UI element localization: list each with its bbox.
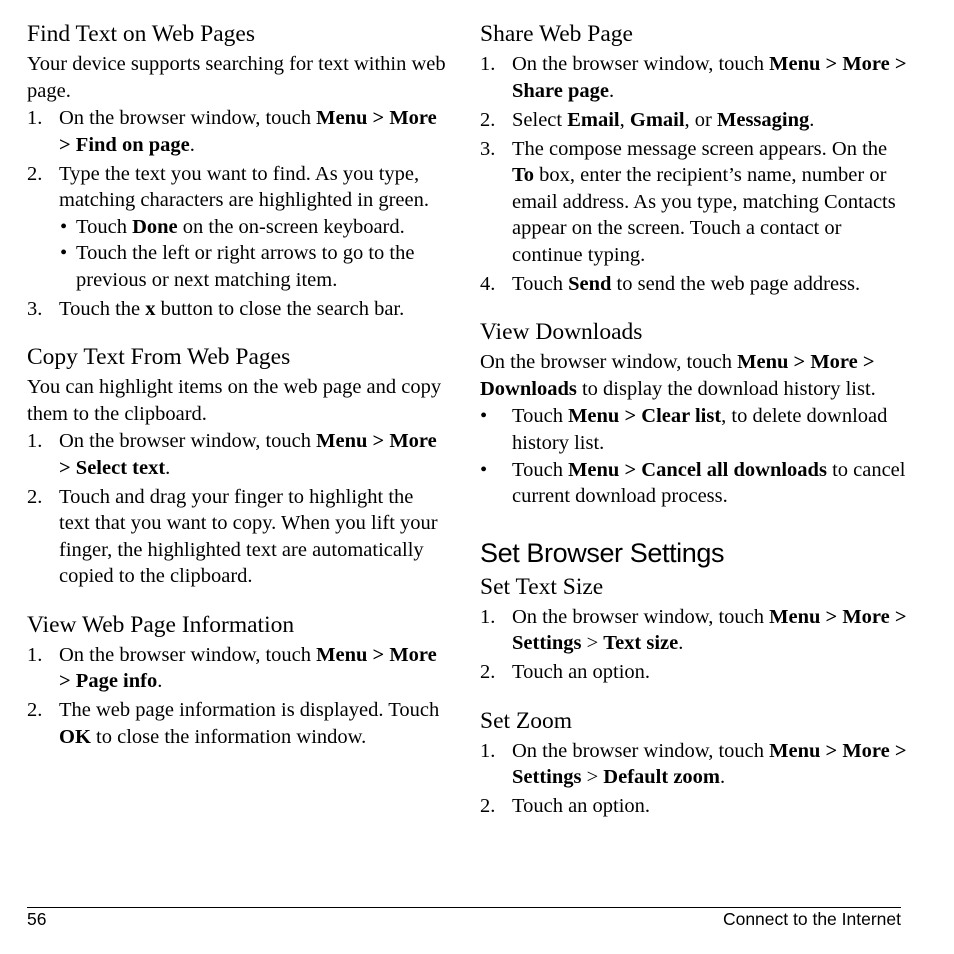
step-item bbox=[480, 136, 910, 269]
bullet-text: Touch Menu > Clear list, to delete download history list. bbox=[512, 405, 888, 454]
step-text: Select Email, Gmail, or Messaging. bbox=[512, 108, 815, 131]
step-text: On the browser window, touch Menu > More > Settings > Default zoom. bbox=[512, 739, 907, 788]
step-text: Touch the x button to close the search bar. bbox=[59, 297, 405, 320]
sub-bullet-text: Touch the left or right arrows to go to the previous or next matching item. bbox=[76, 242, 415, 291]
step-item bbox=[27, 105, 449, 158]
step-text: On the browser window, touch Menu > More > Share page. bbox=[512, 53, 907, 102]
page-info-steps bbox=[27, 642, 449, 751]
step-item bbox=[480, 793, 910, 820]
page-info-heading: View Web Page Information bbox=[27, 611, 295, 638]
bullet-glyph: • bbox=[480, 458, 488, 481]
share-page-steps bbox=[480, 51, 910, 297]
bullet-text: Touch Menu > Cancel all downloads to cancel current download process. bbox=[512, 458, 906, 507]
step-number: 2. bbox=[27, 162, 43, 185]
bullet-item bbox=[480, 457, 910, 510]
page-info-section bbox=[27, 611, 449, 751]
downloads-intro: On the browser window, touch Menu > More > Downloads to display the download history list. bbox=[480, 351, 876, 400]
zoom-section bbox=[480, 707, 910, 820]
text-size-section bbox=[480, 573, 910, 686]
step-item bbox=[480, 738, 910, 791]
step-item bbox=[480, 271, 910, 298]
find-text-heading: Find Text on Web Pages bbox=[27, 21, 255, 47]
zoom-heading: Set Zoom bbox=[480, 707, 573, 734]
downloads-section bbox=[480, 318, 910, 510]
step-text: Touch an option. bbox=[512, 795, 651, 817]
sub-bullet-text: Touch Done on the on-screen keyboard. bbox=[76, 215, 405, 238]
step-number: 3. bbox=[480, 137, 496, 160]
bullet-glyph: • bbox=[480, 405, 488, 427]
step-text: On the browser window, touch Menu > More > Settings > Text size. bbox=[512, 605, 907, 654]
step-number: 1. bbox=[27, 430, 43, 452]
downloads-bullets bbox=[480, 403, 910, 510]
step-text: Touch and drag your finger to highlight the text that you want to copy. When you lift your finger, the highlighted text are automatically copied to the clipboard. bbox=[59, 485, 438, 587]
step-text: On the browser window, touch Menu > More > Page info. bbox=[59, 643, 437, 692]
share-page-section bbox=[480, 20, 910, 297]
left-column bbox=[27, 20, 449, 771]
bullet-item bbox=[480, 403, 910, 456]
step-text: The compose message screen appears. On the To box, enter the recipient’s name, number or email address. As you type, matching Contacts appear on the screen. Touch a contact or continue typing. bbox=[512, 137, 896, 266]
step-number: 4. bbox=[480, 272, 496, 295]
step-number: 2. bbox=[27, 699, 43, 721]
page-number: 56 bbox=[27, 909, 47, 929]
find-sub-bullets bbox=[59, 214, 449, 294]
step-number: 1. bbox=[480, 739, 496, 762]
find-text-intro: Your device supports searching for text within web page. bbox=[27, 53, 446, 102]
text-size-heading: Set Text Size bbox=[480, 573, 604, 600]
bullet-glyph: • bbox=[60, 242, 68, 264]
share-page-heading: Share Web Page bbox=[480, 21, 633, 47]
browser-settings-section bbox=[480, 537, 910, 820]
page-footer bbox=[27, 907, 901, 933]
downloads-heading: View Downloads bbox=[480, 319, 643, 345]
zoom-steps bbox=[480, 738, 910, 820]
step-item bbox=[480, 604, 910, 657]
copy-text-heading: Copy Text From Web Pages bbox=[27, 344, 291, 370]
step-item bbox=[27, 161, 449, 294]
copy-text-steps bbox=[27, 428, 449, 590]
step-number: 2. bbox=[27, 485, 43, 508]
step-item bbox=[27, 697, 449, 750]
step-number: 3. bbox=[27, 297, 43, 320]
sub-bullet-item bbox=[59, 214, 449, 241]
bullet-glyph: • bbox=[60, 215, 68, 238]
step-item bbox=[27, 642, 449, 695]
right-column bbox=[480, 20, 910, 841]
text-size-steps bbox=[480, 604, 910, 686]
step-text: On the browser window, touch Menu > More > Find on page. bbox=[59, 107, 437, 156]
step-text: Touch Send to send the web page address. bbox=[512, 272, 861, 295]
step-number: 1. bbox=[480, 605, 496, 628]
step-number: 2. bbox=[480, 795, 496, 817]
step-item bbox=[480, 51, 910, 104]
step-number: 1. bbox=[27, 107, 43, 129]
copy-text-section bbox=[27, 343, 449, 590]
step-number: 1. bbox=[480, 53, 496, 75]
step-item bbox=[480, 107, 910, 134]
browser-settings-heading: Set Browser Settings bbox=[480, 537, 725, 568]
find-text-steps bbox=[27, 105, 449, 322]
copy-text-intro: You can highlight items on the web page and copy them to the clipboard. bbox=[27, 376, 442, 425]
step-number: 1. bbox=[27, 643, 43, 666]
step-number: 2. bbox=[480, 661, 496, 683]
step-text: Touch an option. bbox=[512, 661, 651, 683]
step-text: Type the text you want to find. As you type, matching characters are highlighted in green. bbox=[59, 162, 429, 211]
step-text: The web page information is displayed. Touch OK to close the information window. bbox=[59, 699, 440, 748]
sub-bullet-item bbox=[59, 240, 449, 293]
step-item bbox=[480, 659, 910, 686]
step-number: 2. bbox=[480, 108, 496, 131]
chapter-title: Connect to the Internet bbox=[722, 909, 901, 929]
step-text: On the browser window, touch Menu > More > Select text. bbox=[59, 430, 437, 479]
step-item bbox=[27, 484, 449, 590]
find-text-section bbox=[27, 20, 449, 322]
step-item bbox=[27, 296, 449, 323]
step-item bbox=[27, 428, 449, 481]
